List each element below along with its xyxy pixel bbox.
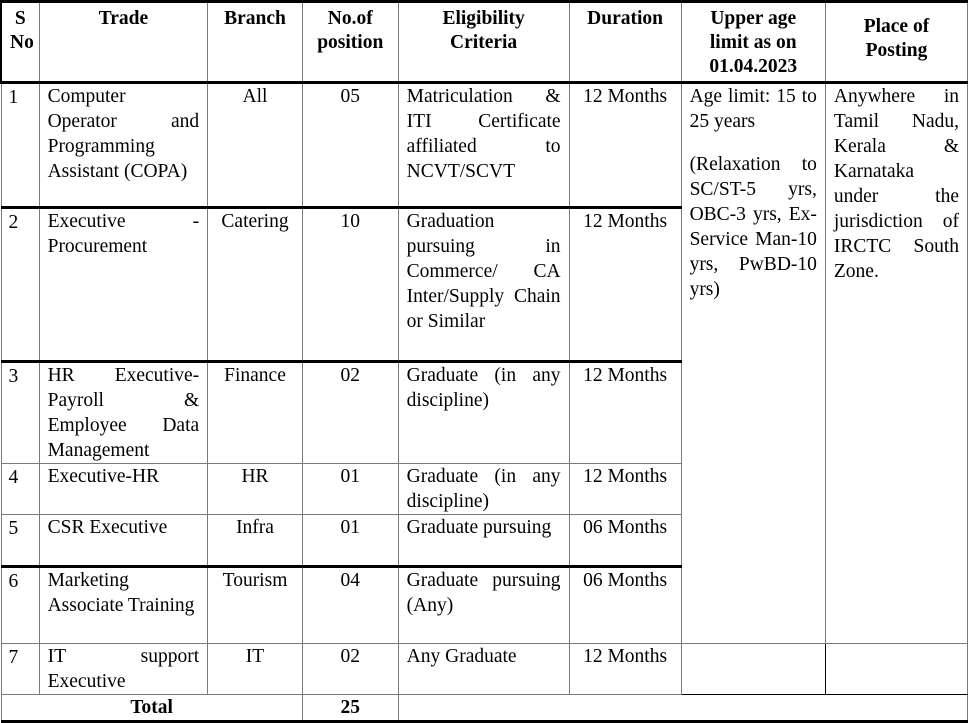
total-empty (398, 695, 967, 722)
total-row (1, 695, 968, 722)
cell-sno: 2 (1, 208, 39, 362)
age-limit-main: Age limit: 15 to 25 years (689, 86, 817, 132)
header-positions-line2: position (317, 32, 384, 53)
cell-positions: 10 (302, 208, 398, 362)
cell-eligibility: Graduation pursuing in Commerce/ CA Inter/Supply Chain or Similar (398, 208, 569, 362)
cell-branch: Infra (208, 515, 303, 567)
header-age-line1: Upper age (710, 8, 797, 29)
cell-duration: 12 Months (569, 464, 681, 515)
header-eligibility-line1: Eligibility (442, 8, 525, 29)
cell-branch: IT (208, 644, 303, 695)
header-trade: Trade (39, 2, 208, 83)
cell-duration: 12 Months (569, 644, 681, 695)
header-place-line2: Posting (865, 40, 928, 61)
header-duration: Duration (569, 2, 681, 83)
header-age-line2: limit as on (709, 32, 797, 53)
cell-trade: CSR Executive (39, 515, 208, 567)
cell-positions: 01 (302, 464, 398, 515)
header-age-limit (681, 2, 825, 83)
header-positions-line1: No.of (327, 8, 373, 29)
header-sno-line1: S (14, 8, 26, 29)
cell-positions: 02 (302, 362, 398, 464)
cell-branch: Finance (208, 362, 303, 464)
cell-trade: IT support Executive (39, 644, 208, 695)
cell-eligibility: Any Graduate (398, 644, 569, 695)
cell-duration: 06 Months (569, 515, 681, 567)
cell-positions: 05 (302, 83, 398, 208)
cell-sno: 7 (1, 644, 39, 695)
header-branch: Branch (208, 2, 303, 83)
header-place-of-posting (825, 2, 967, 83)
cell-place-empty (825, 644, 967, 695)
cell-trade: Executive-HR (39, 464, 208, 515)
cell-sno: 3 (1, 362, 39, 464)
table-row (1, 644, 968, 695)
table-row (1, 83, 968, 208)
cell-trade: Marketing Associate Training (39, 567, 208, 644)
header-positions (302, 2, 398, 83)
total-label: Total (1, 695, 302, 722)
cell-eligibility: Graduate (in any discipline) (398, 362, 569, 464)
cell-sno: 5 (1, 515, 39, 567)
cell-branch: All (208, 83, 303, 208)
cell-eligibility: Graduate pursuing (398, 515, 569, 567)
cell-trade: Executive - Procurement (39, 208, 208, 362)
cell-branch: Catering (208, 208, 303, 362)
cell-duration: 12 Months (569, 208, 681, 362)
cell-eligibility: Matriculation & ITI Certificate affiliated to NCVT/SCVT (398, 83, 569, 208)
header-sno (1, 2, 39, 83)
header-sno-line2: No (10, 32, 34, 53)
cell-duration: 12 Months (569, 362, 681, 464)
header-place-line1: Place of (863, 16, 930, 37)
cell-trade: Computer Operator and Programming Assistant (COPA) (39, 83, 208, 208)
cell-sno: 1 (1, 83, 39, 208)
cell-place-of-posting: Anywhere in Tamil Nadu, Kerala & Karnataka under the jurisdiction of IRCTC South Zone. (825, 83, 967, 644)
header-eligibility-line2: Criteria (450, 32, 518, 53)
cell-duration: 12 Months (569, 83, 681, 208)
age-limit-relaxation: (Relaxation to SC/ST-5 yrs, OBC-3 yrs, Ex-Service Man-10 yrs, PwBD-10 yrs) (689, 154, 817, 300)
cell-branch: Tourism (208, 567, 303, 644)
cell-sno: 6 (1, 567, 39, 644)
header-row (1, 2, 968, 83)
header-age-line3: 01.04.2023 (709, 56, 798, 77)
cell-eligibility: Graduate (in any discipline) (398, 464, 569, 515)
cell-branch: HR (208, 464, 303, 515)
header-eligibility (398, 2, 569, 83)
cell-eligibility: Graduate pursuing (Any) (398, 567, 569, 644)
total-value: 25 (302, 695, 398, 722)
cell-positions: 04 (302, 567, 398, 644)
cell-positions: 01 (302, 515, 398, 567)
paragraph-gap (690, 134, 817, 152)
cell-sno: 4 (1, 464, 39, 515)
cell-trade: HR Executive- Payroll & Employee Data Management (39, 362, 208, 464)
cell-duration: 06 Months (569, 567, 681, 644)
cell-positions: 02 (302, 644, 398, 695)
cell-age-limit (681, 83, 825, 644)
cell-age-limit-empty (681, 644, 825, 695)
